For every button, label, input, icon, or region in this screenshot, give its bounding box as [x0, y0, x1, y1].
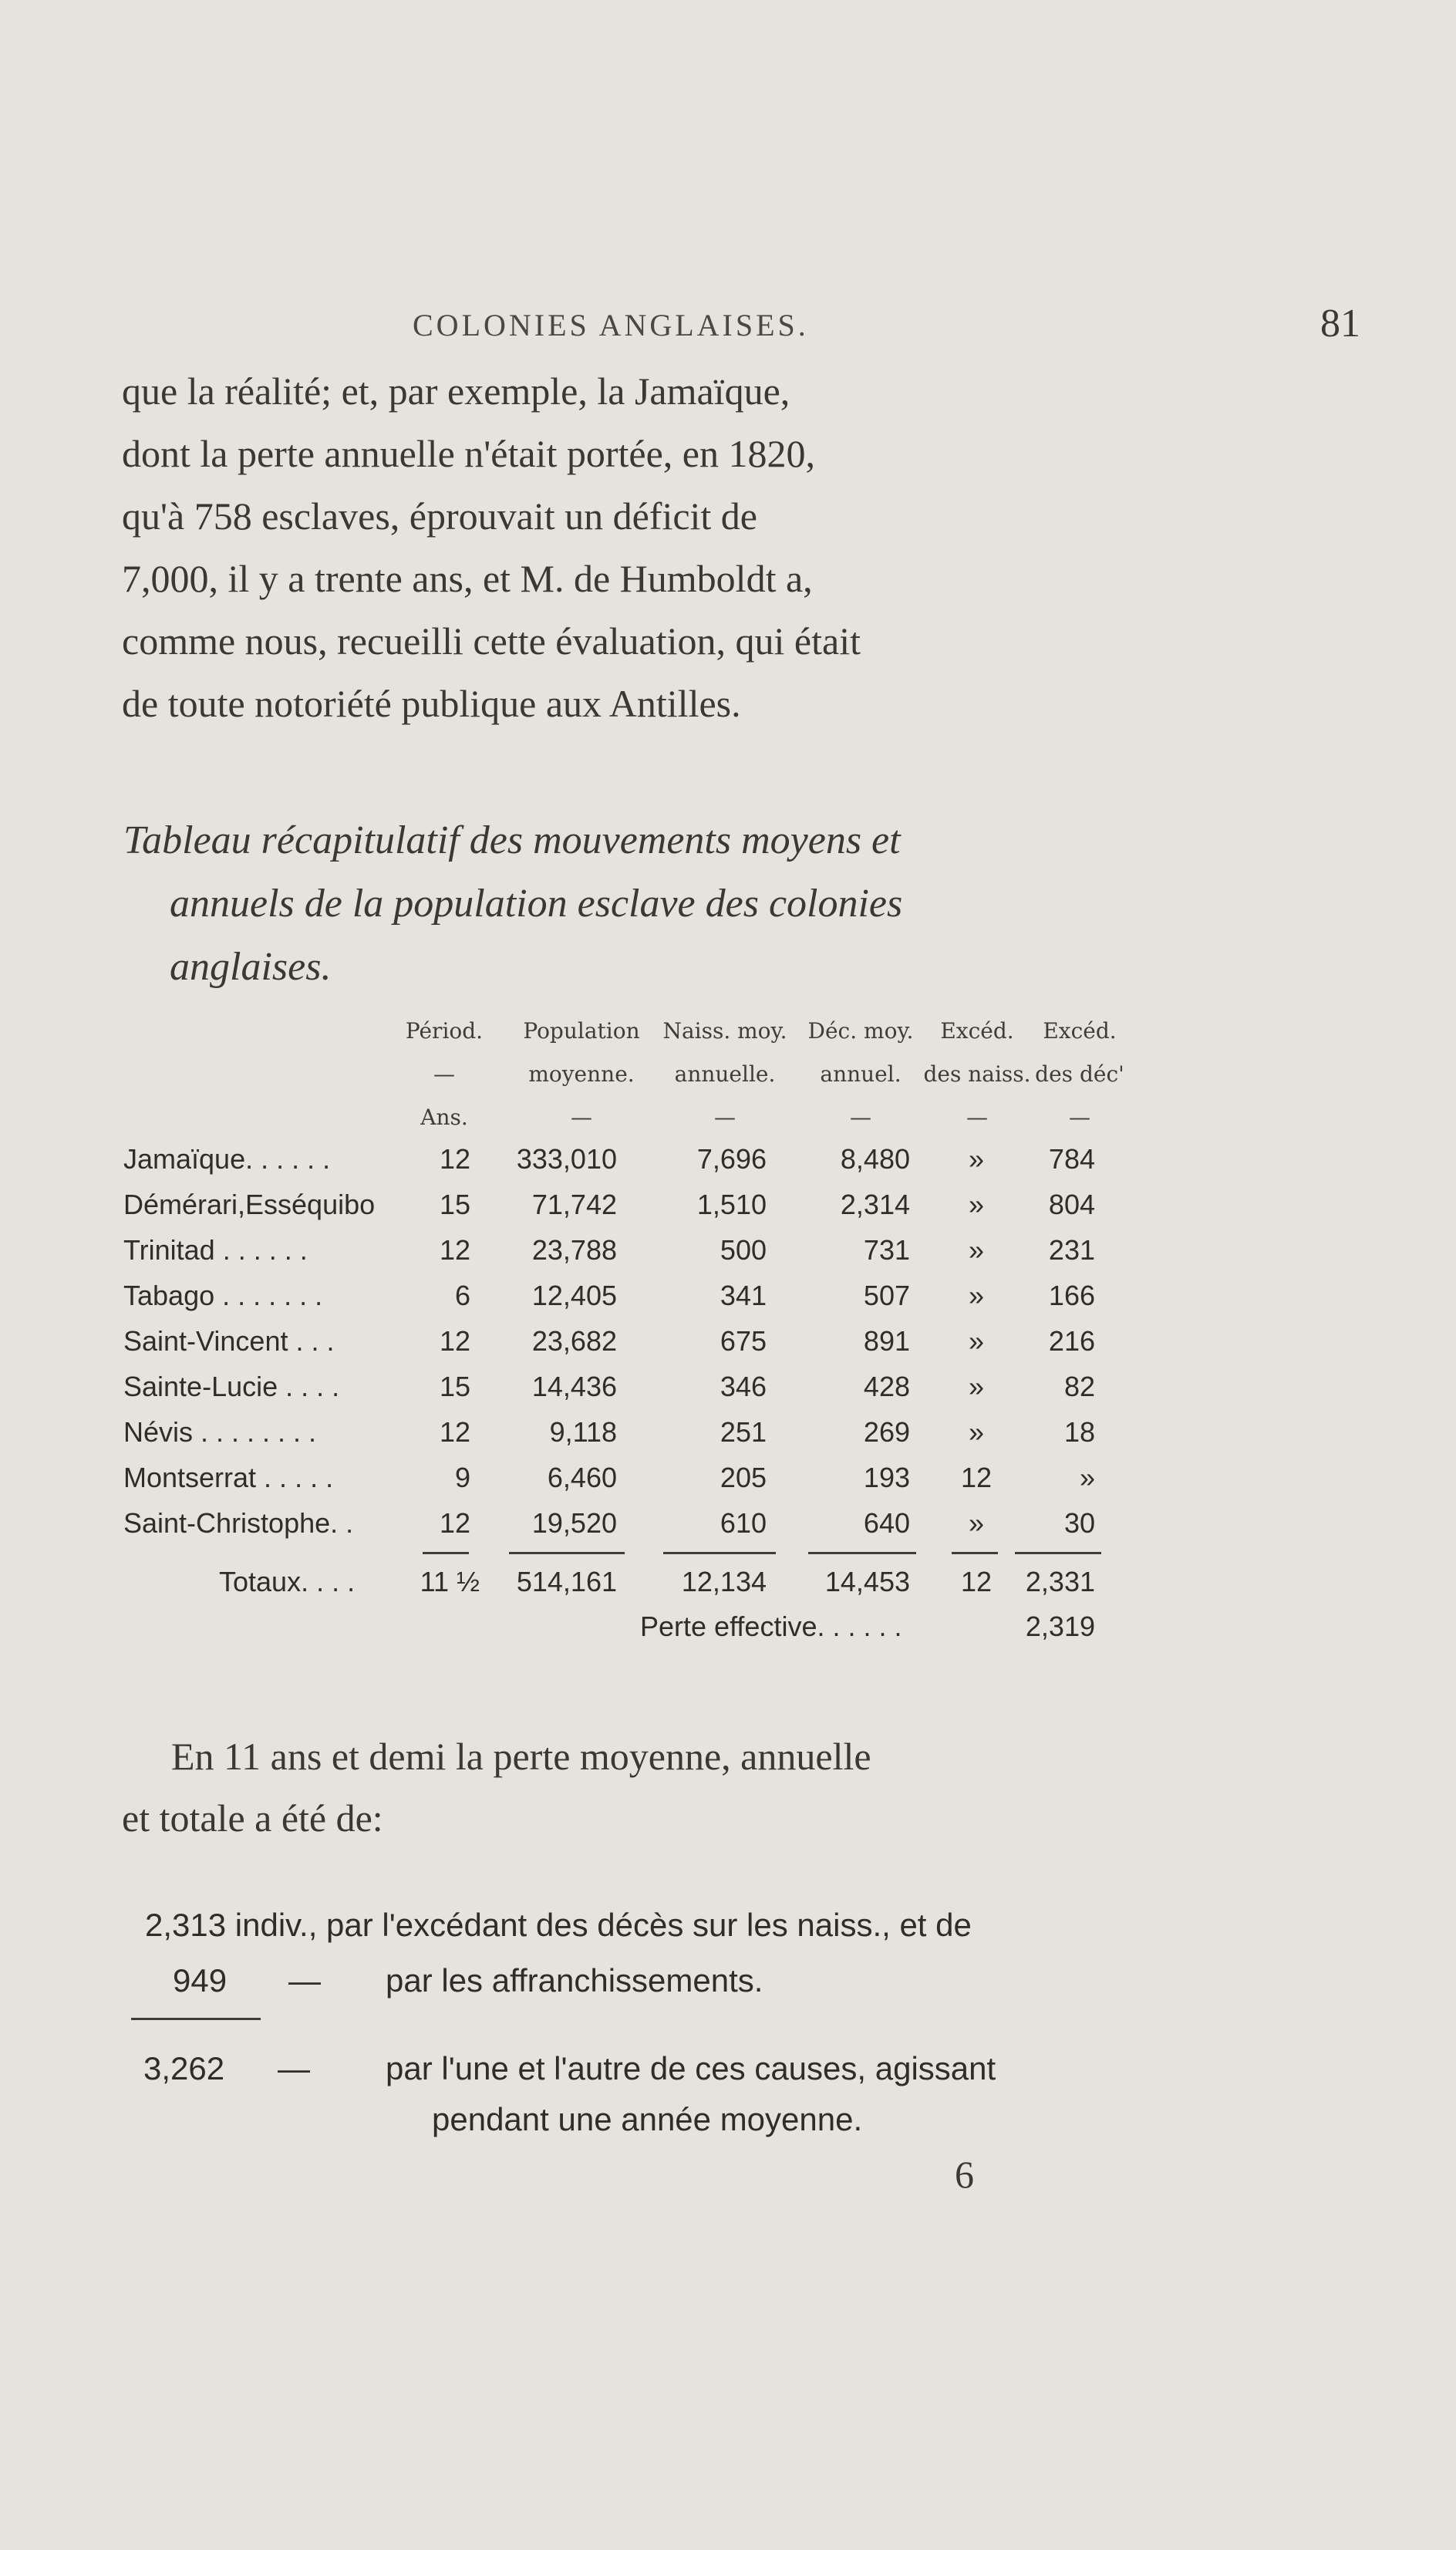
excess-deaths-cell: 2,331 [1025, 1566, 1095, 1597]
col-subheader: des naiss. [923, 1061, 1031, 1087]
sum-rule [1015, 1552, 1101, 1554]
colony-name: Sainte-Lucie . . . . [123, 1371, 340, 1402]
net-loss-label: Perte effective. . . . . . [640, 1611, 902, 1642]
page-number: 81 [1320, 302, 1360, 346]
totals-label: Totaux. . . . [219, 1566, 356, 1597]
colony-name: Trinitad . . . . . . [123, 1234, 308, 1266]
sum-rule [952, 1552, 998, 1554]
col-unit: — [1069, 1105, 1090, 1130]
breakdown-number: 3,262 [143, 2050, 225, 2086]
births-cell: 205 [720, 1462, 767, 1493]
paragraph-line: qu'à 758 esclaves, éprouvait un déficit de [122, 494, 757, 538]
deaths-cell: 731 [863, 1234, 910, 1266]
col-subheader: annuelle. [674, 1061, 776, 1087]
deaths-cell: 14,453 [824, 1566, 910, 1597]
col-header-excess-deaths: Excéd. [1043, 1018, 1117, 1044]
table-row [0, 1234, 1456, 1280]
paragraph-line: de toute notoriété publique aux Antilles. [122, 682, 741, 725]
period-cell: 12 [439, 1143, 470, 1175]
summary-line: et totale a été de: [122, 1796, 383, 1840]
period-cell: 11 ½ [420, 1566, 480, 1597]
population-cell: 6,460 [547, 1462, 617, 1493]
excess-births-cell: » [968, 1371, 985, 1402]
deaths-cell: 8,480 [840, 1143, 910, 1175]
period-cell: 12 [439, 1416, 470, 1448]
breakdown-line: 2,313 indiv., par l'excédant des décès sur les naiss., et de [145, 1907, 972, 1943]
excess-births-cell: » [968, 1507, 985, 1539]
col-header-population: Population [523, 1018, 640, 1044]
colony-name: Saint-Vincent . . . [123, 1325, 335, 1357]
paragraph-line: dont la perte annuelle n'était portée, en 1820, [122, 432, 815, 475]
col-header-births: Naiss. moy. [662, 1018, 787, 1044]
col-unit: — [966, 1105, 988, 1130]
excess-births-cell: » [968, 1280, 985, 1311]
breakdown-line: pendant une année moyenne. [432, 2101, 863, 2137]
excess-deaths-cell: 18 [1063, 1416, 1095, 1448]
net-loss-value: 2,319 [1025, 1611, 1095, 1642]
period-cell: 12 [439, 1325, 470, 1357]
colony-name: Névis . . . . . . . . [123, 1416, 317, 1448]
population-cell: 14,436 [531, 1371, 617, 1402]
population-cell: 9,118 [549, 1416, 617, 1448]
paragraph-line: que la réalité; et, par exemple, la Jamaïque, [122, 369, 790, 413]
period-cell: 15 [439, 1371, 470, 1402]
births-cell: 12,134 [681, 1566, 767, 1597]
colony-name: Saint-Christophe. . [123, 1507, 354, 1539]
table-row [0, 1507, 1456, 1553]
paragraph-line: 7,000, il y a trente ans, et M. de Humboldt a, [122, 557, 813, 600]
population-cell: 19,520 [531, 1507, 617, 1539]
caption-line: Tableau récapitulatif des mouvements moyens et [123, 818, 901, 862]
table-row [0, 1189, 1456, 1235]
sum-rule [423, 1552, 469, 1554]
population-cell: 12,405 [531, 1280, 617, 1311]
sum-rule [808, 1552, 916, 1554]
colony-name: Montserrat . . . . . [123, 1462, 334, 1493]
table-row [0, 1143, 1456, 1189]
excess-births-cell: 12 [960, 1462, 993, 1493]
col-subheader: des déc' [1035, 1061, 1124, 1087]
births-cell: 341 [720, 1280, 767, 1311]
excess-deaths-cell: 804 [1048, 1189, 1095, 1220]
table-row [0, 1462, 1456, 1508]
colony-name: Tabago . . . . . . . [123, 1280, 323, 1311]
period-cell: 12 [439, 1507, 470, 1539]
population-cell: 71,742 [531, 1189, 617, 1220]
deaths-cell: 428 [863, 1371, 910, 1402]
colony-name: Jamaïque. . . . . . [123, 1143, 331, 1175]
population-cell: 23,788 [531, 1234, 617, 1266]
period-cell: 9 [454, 1462, 470, 1493]
table-row [0, 1416, 1456, 1462]
running-title: COLONIES ANGLAISES. [413, 308, 809, 342]
table-row [0, 1325, 1456, 1371]
deaths-cell: 507 [863, 1280, 910, 1311]
births-cell: 251 [720, 1416, 767, 1448]
running-header [0, 302, 1456, 353]
deaths-cell: 640 [863, 1507, 910, 1539]
excess-deaths-cell: 30 [1063, 1507, 1095, 1539]
net-loss-row [0, 1611, 1456, 1657]
excess-deaths-cell: 784 [1048, 1143, 1095, 1175]
colony-name: Démérari,Esséquibo [123, 1189, 376, 1220]
breakdown-text: par les affranchissements. [386, 1962, 763, 1999]
deaths-cell: 269 [863, 1416, 910, 1448]
col-unit: — [714, 1105, 736, 1130]
period-cell: 12 [439, 1234, 470, 1266]
col-unit: — [571, 1105, 592, 1130]
excess-births-cell: 12 [960, 1566, 993, 1597]
excess-deaths-cell: 216 [1048, 1325, 1095, 1357]
col-unit: — [850, 1105, 871, 1130]
col-subheader: moyenne. [528, 1061, 635, 1087]
population-cell: 514,161 [516, 1566, 617, 1597]
table-row [0, 1371, 1456, 1417]
excess-deaths-cell: 82 [1063, 1371, 1095, 1402]
breakdown-text: par l'une et l'autre de ces causes, agissant [386, 2050, 996, 2086]
excess-deaths-cell: » [1079, 1462, 1095, 1493]
population-cell: 23,682 [531, 1325, 617, 1357]
deaths-cell: 193 [863, 1462, 910, 1493]
breakdown-ditto: — [278, 2050, 310, 2086]
col-header-period: Périod. [405, 1018, 484, 1044]
births-cell: 610 [720, 1507, 767, 1539]
caption-line: annuels de la population esclave des colonies [170, 882, 903, 926]
breakdown-number: 949 [173, 1962, 228, 1999]
births-cell: 7,696 [696, 1143, 767, 1175]
sum-rule [509, 1552, 625, 1554]
col-subheader: — [433, 1061, 455, 1087]
excess-births-cell: » [968, 1143, 985, 1175]
period-cell: 6 [454, 1280, 470, 1311]
signature-mark: 6 [955, 2153, 974, 2196]
col-unit: Ans. [420, 1105, 468, 1130]
summary-line: En 11 ans et demi la perte moyenne, annuelle [171, 1735, 871, 1778]
col-subheader: annuel. [820, 1061, 902, 1087]
excess-births-cell: » [968, 1234, 985, 1266]
births-cell: 675 [720, 1325, 767, 1357]
deaths-cell: 891 [863, 1325, 910, 1357]
breakdown-ditto: — [288, 1962, 321, 1999]
births-cell: 500 [720, 1234, 767, 1266]
sum-rule [663, 1552, 776, 1554]
sum-rule [131, 2018, 261, 2020]
col-header-deaths: Déc. moy. [807, 1018, 914, 1044]
births-cell: 1,510 [696, 1189, 767, 1220]
col-header-excess-births: Excéd. [940, 1018, 1014, 1044]
excess-births-cell: » [968, 1325, 985, 1357]
excess-births-cell: » [968, 1189, 985, 1220]
deaths-cell: 2,314 [840, 1189, 910, 1220]
excess-deaths-cell: 231 [1048, 1234, 1095, 1266]
excess-births-cell: » [968, 1416, 985, 1448]
period-cell: 15 [439, 1189, 470, 1220]
paragraph-line: comme nous, recueilli cette évaluation, qui était [122, 619, 861, 663]
table-row [0, 1280, 1456, 1326]
population-cell: 333,010 [516, 1143, 617, 1175]
totals-row [0, 1566, 1456, 1612]
births-cell: 346 [720, 1371, 767, 1402]
excess-deaths-cell: 166 [1048, 1280, 1095, 1311]
caption-line: anglaises. [170, 945, 332, 989]
